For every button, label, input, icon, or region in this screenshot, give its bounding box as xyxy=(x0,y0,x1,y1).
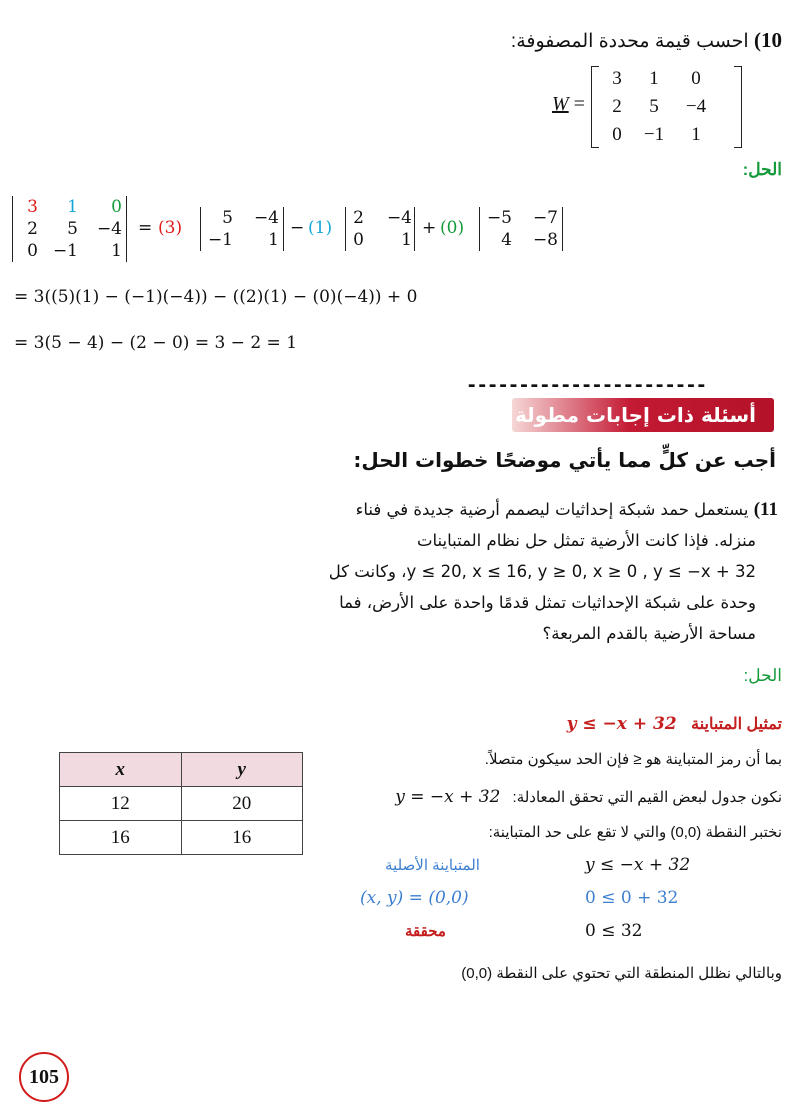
minor-1 xyxy=(203,207,279,251)
graphing-p4: وبالتالي نظلل المنطقة التي تحتوي على النقطة (0,0) xyxy=(461,965,782,982)
matrix-entry: −5 xyxy=(486,208,512,228)
expansion-line-2: = 3((5)(1) − (−1)(−4)) − ((2)(1) − (0)(−4)) + 0 xyxy=(14,287,418,307)
minor-2 xyxy=(348,207,412,251)
minor3-bar-left xyxy=(479,207,480,251)
matrix-right-bracket xyxy=(734,66,742,148)
op-plus: + xyxy=(422,218,437,238)
q11-block xyxy=(218,494,778,649)
matrix-entry: −4 xyxy=(96,219,122,239)
section-banner xyxy=(512,398,774,432)
table-header-x: x xyxy=(60,753,182,787)
matrix-entry: 0 xyxy=(27,241,38,261)
step-2-note: (x, y) = (0,0) xyxy=(360,888,469,908)
graphing-p2-math: y = −x + 32 xyxy=(395,787,501,807)
coef-3: (0) xyxy=(440,218,465,238)
matrix-entry: 1 xyxy=(111,241,122,261)
table-header-y: y xyxy=(181,753,303,787)
solution-label-2: الحل: xyxy=(743,666,782,685)
section-banner-title: أسئلة ذات إجابات مطولة xyxy=(514,403,756,427)
graphing-title-math: y ≤ −x + 32 xyxy=(566,714,677,734)
expansion-line-3: = 3(5 − 4) − (2 − 0) = 3 − 2 = 1 xyxy=(14,333,298,353)
det-bar-right xyxy=(126,196,127,262)
table-cell: 16 xyxy=(60,821,182,855)
matrix-entry: 4 xyxy=(501,230,512,250)
matrix-entry: −7 xyxy=(532,208,558,228)
matrix-entry: 0 xyxy=(353,230,364,250)
matrix-entry: 0 xyxy=(691,68,701,89)
matrix-entry: 2 xyxy=(353,208,364,228)
matrix-entry: 1 xyxy=(67,197,78,217)
minor2-bar-right xyxy=(414,207,415,251)
matrix-entry: −4 xyxy=(386,208,412,228)
q11-text-1: يستعمل حمد شبكة إحداثيات ليصمم أرضية جديدة في فناء xyxy=(355,500,749,519)
matrix-name: W xyxy=(552,93,569,115)
table-row xyxy=(60,821,303,855)
matrix-equals: = xyxy=(573,93,585,115)
page-number: 105 xyxy=(19,1052,69,1102)
q10-heading xyxy=(511,28,782,53)
step-1-math: y ≤ −x + 32 xyxy=(585,855,691,875)
matrix-left-bracket xyxy=(591,66,599,148)
matrix-entry: −8 xyxy=(532,230,558,250)
minor2-bar-left xyxy=(345,207,346,251)
step-3-note: محققة xyxy=(405,923,446,940)
step-3-math: 0 ≤ 32 xyxy=(585,921,643,941)
graphing-p3: نختبر النقطة (0,0) والتي لا تقع على حد المتباينة: xyxy=(488,824,782,841)
matrix-entry: −1 xyxy=(643,124,665,145)
matrix-entry: 5 xyxy=(67,219,78,239)
q11-line-4: وحدة على شبكة الإحداثيات تمثل قدمًا واحدة على الأرض، فما xyxy=(339,593,756,612)
minor1-bar-left xyxy=(200,207,201,251)
q11-line-3: y ≤ 20, x ≤ 16, y ≥ 0, x ≥ 0 , y ≤ −x + 32، وكانت كل xyxy=(328,562,756,581)
coef-1: (3) xyxy=(158,218,183,238)
op-minus: − xyxy=(290,218,305,238)
graphing-p2-text: نكون جدول لبعض القيم التي تحقق المعادلة: xyxy=(512,789,782,806)
q11-line-5: مساحة الأرضية بالقدم المربعة؟ xyxy=(542,624,756,643)
q11-number: 11) xyxy=(753,499,778,520)
matrix-entry: −1 xyxy=(207,230,233,250)
matrix-entry: 2 xyxy=(612,96,622,117)
matrix-entry: −1 xyxy=(52,241,78,261)
matrix-entry: 0 xyxy=(111,197,122,217)
solution-label: الحل: xyxy=(742,160,782,179)
q10-text: احسب قيمة محددة المصفوفة: xyxy=(510,31,749,52)
matrix-entry: 0 xyxy=(612,124,622,145)
q11-line-2: منزله. فإذا كانت الأرضية تمثل حل نظام المتباينات xyxy=(416,531,756,550)
matrix-entry: 1 xyxy=(268,230,279,250)
det-3x3 xyxy=(16,196,122,262)
minor1-bar-right xyxy=(283,207,284,251)
coef-2: (1) xyxy=(308,218,333,238)
matrix-label xyxy=(552,93,585,116)
graphing-title-text: تمثيل المتباينة xyxy=(691,716,782,733)
matrix-entry: 1 xyxy=(401,230,412,250)
table-cell: 16 xyxy=(181,821,303,855)
matrix-w xyxy=(600,68,718,146)
q11-line-1 xyxy=(218,494,778,525)
table-row xyxy=(60,787,303,821)
minor3-bar-right xyxy=(562,207,563,251)
instruction: أجب عن كلٍّ مما يأتي موضحًا خطوات الحل: xyxy=(353,448,776,472)
matrix-entry: 5 xyxy=(649,96,659,117)
matrix-entry: 5 xyxy=(222,208,233,228)
matrix-entry: 1 xyxy=(691,124,701,145)
matrix-entry: 1 xyxy=(649,68,659,89)
matrix-entry: 2 xyxy=(27,219,38,239)
table-cell: 12 xyxy=(60,787,182,821)
values-table xyxy=(59,752,303,855)
q10-number: 10) xyxy=(754,28,782,52)
matrix-entry: −4 xyxy=(253,208,279,228)
matrix-entry: 3 xyxy=(27,197,38,217)
table-header-row xyxy=(60,753,303,787)
step-1-note: المتباينة الأصلية xyxy=(385,857,480,874)
table-cell: 20 xyxy=(181,787,303,821)
graphing-title xyxy=(567,714,782,734)
minor-3 xyxy=(482,207,558,251)
matrix-entry: 3 xyxy=(612,68,622,89)
graphing-p1: بما أن رمز المتباينة هو ≤ فإن الحد سيكون متصلاً. xyxy=(484,751,782,768)
dashed-separator: ----------------------- xyxy=(466,374,707,396)
matrix-entry: −4 xyxy=(685,96,707,117)
det-bar-left xyxy=(12,196,13,262)
graphing-p2 xyxy=(395,787,782,807)
op-equals: = xyxy=(138,218,153,238)
step-2-math: 0 ≤ 0 + 32 xyxy=(585,888,679,908)
